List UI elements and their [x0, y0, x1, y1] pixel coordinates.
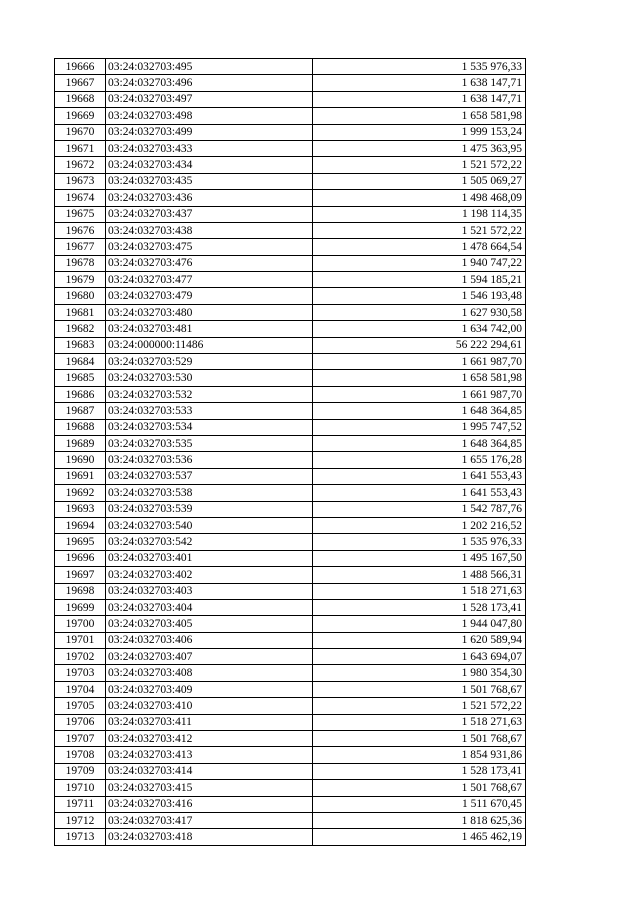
value-cell: 1 202 216,52	[313, 517, 526, 533]
cadastral-number-cell: 03:24:032703:475	[106, 239, 313, 255]
cadastral-number-cell: 03:24:032703:499	[106, 124, 313, 140]
cadastral-number-cell: 03:24:032703:435	[106, 173, 313, 189]
table-row	[55, 108, 526, 124]
row-number-cell: 19698	[55, 583, 106, 599]
table-row	[55, 534, 526, 550]
value-cell: 1 661 987,70	[313, 354, 526, 370]
row-number-cell: 19705	[55, 698, 106, 714]
cadastral-number-cell: 03:24:032703:411	[106, 714, 313, 730]
row-number-cell: 19681	[55, 304, 106, 320]
cadastral-number-cell: 03:24:032703:433	[106, 140, 313, 156]
cadastral-number-cell: 03:24:032703:402	[106, 567, 313, 583]
cadastral-value-table	[54, 58, 526, 846]
value-cell: 1 542 787,76	[313, 501, 526, 517]
table-row	[55, 222, 526, 238]
value-cell: 1 634 742,00	[313, 321, 526, 337]
value-cell: 1 995 747,52	[313, 419, 526, 435]
row-number-cell: 19710	[55, 780, 106, 796]
row-number-cell: 19686	[55, 386, 106, 402]
table-row	[55, 829, 526, 845]
cadastral-number-cell: 03:24:032703:438	[106, 222, 313, 238]
cadastral-number-cell: 03:24:032703:529	[106, 354, 313, 370]
table-row	[55, 583, 526, 599]
cadastral-number-cell: 03:24:032703:408	[106, 665, 313, 681]
row-number-cell: 19699	[55, 599, 106, 615]
value-cell: 1 940 747,22	[313, 255, 526, 271]
row-number-cell: 19702	[55, 649, 106, 665]
cadastral-number-cell: 03:24:032703:406	[106, 632, 313, 648]
value-cell: 1 854 931,86	[313, 747, 526, 763]
table-row	[55, 681, 526, 697]
value-cell: 56 222 294,61	[313, 337, 526, 353]
cadastral-number-cell: 03:24:032703:534	[106, 419, 313, 435]
value-cell: 1 638 147,71	[313, 91, 526, 107]
cadastral-number-cell: 03:24:032703:497	[106, 91, 313, 107]
table-row	[55, 337, 526, 353]
table-body	[55, 59, 526, 846]
row-number-cell: 19687	[55, 403, 106, 419]
table-row	[55, 501, 526, 517]
table-row	[55, 190, 526, 206]
row-number-cell: 19671	[55, 140, 106, 156]
cadastral-number-cell: 03:24:032703:540	[106, 517, 313, 533]
table-row	[55, 59, 526, 75]
value-cell: 1 535 976,33	[313, 534, 526, 550]
value-cell: 1 475 363,95	[313, 140, 526, 156]
row-number-cell: 19669	[55, 108, 106, 124]
cadastral-number-cell: 03:24:032703:410	[106, 698, 313, 714]
table-row	[55, 173, 526, 189]
table-row	[55, 272, 526, 288]
row-number-cell: 19700	[55, 616, 106, 632]
value-cell: 1 498 468,09	[313, 190, 526, 206]
table-row	[55, 239, 526, 255]
cadastral-number-cell: 03:24:032703:434	[106, 157, 313, 173]
row-number-cell: 19674	[55, 190, 106, 206]
cadastral-number-cell: 03:24:032703:416	[106, 796, 313, 812]
row-number-cell: 19701	[55, 632, 106, 648]
row-number-cell: 19670	[55, 124, 106, 140]
value-cell: 1 501 768,67	[313, 780, 526, 796]
value-cell: 1 511 670,45	[313, 796, 526, 812]
value-cell: 1 594 185,21	[313, 272, 526, 288]
cadastral-number-cell: 03:24:032703:480	[106, 304, 313, 320]
row-number-cell: 19708	[55, 747, 106, 763]
row-number-cell: 19707	[55, 731, 106, 747]
cadastral-number-cell: 03:24:032703:476	[106, 255, 313, 271]
table-row	[55, 435, 526, 451]
cadastral-number-cell: 03:24:032703:542	[106, 534, 313, 550]
row-number-cell: 19706	[55, 714, 106, 730]
cadastral-number-cell: 03:24:032703:413	[106, 747, 313, 763]
value-cell: 1 535 976,33	[313, 59, 526, 75]
value-cell: 1 627 930,58	[313, 304, 526, 320]
value-cell: 1 465 462,19	[313, 829, 526, 845]
value-cell: 1 661 987,70	[313, 386, 526, 402]
cadastral-number-cell: 03:24:032703:418	[106, 829, 313, 845]
cadastral-number-cell: 03:24:032703:495	[106, 59, 313, 75]
table-row	[55, 632, 526, 648]
value-cell: 1 478 664,54	[313, 239, 526, 255]
value-cell: 1 643 694,07	[313, 649, 526, 665]
cadastral-number-cell: 03:24:032703:538	[106, 485, 313, 501]
row-number-cell: 19709	[55, 763, 106, 779]
cadastral-number-cell: 03:24:032703:530	[106, 370, 313, 386]
table-row	[55, 304, 526, 320]
table-row	[55, 517, 526, 533]
cadastral-number-cell: 03:24:032703:532	[106, 386, 313, 402]
table-row	[55, 288, 526, 304]
value-cell: 1 641 553,43	[313, 468, 526, 484]
cadastral-number-cell: 03:24:032703:403	[106, 583, 313, 599]
cadastral-number-cell: 03:24:032703:477	[106, 272, 313, 288]
row-number-cell: 19673	[55, 173, 106, 189]
table-row	[55, 698, 526, 714]
value-cell: 1 528 173,41	[313, 599, 526, 615]
value-cell: 1 495 167,50	[313, 550, 526, 566]
row-number-cell: 19685	[55, 370, 106, 386]
table-row	[55, 780, 526, 796]
value-cell: 1 518 271,63	[313, 714, 526, 730]
table-row	[55, 796, 526, 812]
cadastral-number-cell: 03:24:000000:11486	[106, 337, 313, 353]
value-cell: 1 638 147,71	[313, 75, 526, 91]
value-cell: 1 999 153,24	[313, 124, 526, 140]
table-row	[55, 354, 526, 370]
row-number-cell: 19668	[55, 91, 106, 107]
table-row	[55, 386, 526, 402]
cadastral-number-cell: 03:24:032703:436	[106, 190, 313, 206]
value-cell: 1 521 572,22	[313, 157, 526, 173]
table-row	[55, 75, 526, 91]
value-cell: 1 658 581,98	[313, 108, 526, 124]
row-number-cell: 19680	[55, 288, 106, 304]
table-row	[55, 452, 526, 468]
cadastral-number-cell: 03:24:032703:409	[106, 681, 313, 697]
value-cell: 1 546 193,48	[313, 288, 526, 304]
value-cell: 1 944 047,80	[313, 616, 526, 632]
cadastral-number-cell: 03:24:032703:539	[106, 501, 313, 517]
row-number-cell: 19690	[55, 452, 106, 468]
table-row	[55, 124, 526, 140]
cadastral-number-cell: 03:24:032703:407	[106, 649, 313, 665]
row-number-cell: 19703	[55, 665, 106, 681]
row-number-cell: 19683	[55, 337, 106, 353]
table-row	[55, 763, 526, 779]
row-number-cell: 19693	[55, 501, 106, 517]
table-row	[55, 747, 526, 763]
table-row	[55, 616, 526, 632]
table-row	[55, 206, 526, 222]
cadastral-number-cell: 03:24:032703:481	[106, 321, 313, 337]
table-row	[55, 140, 526, 156]
table-row	[55, 321, 526, 337]
cadastral-number-cell: 03:24:032703:535	[106, 435, 313, 451]
value-cell: 1 521 572,22	[313, 222, 526, 238]
value-cell: 1 818 625,36	[313, 812, 526, 828]
cadastral-number-cell: 03:24:032703:437	[106, 206, 313, 222]
row-number-cell: 19691	[55, 468, 106, 484]
table-row	[55, 812, 526, 828]
value-cell: 1 505 069,27	[313, 173, 526, 189]
row-number-cell: 19679	[55, 272, 106, 288]
row-number-cell: 19711	[55, 796, 106, 812]
row-number-cell: 19704	[55, 681, 106, 697]
table-row	[55, 665, 526, 681]
table-row	[55, 599, 526, 615]
cadastral-number-cell: 03:24:032703:498	[106, 108, 313, 124]
table-row	[55, 255, 526, 271]
table-row	[55, 468, 526, 484]
row-number-cell: 19712	[55, 812, 106, 828]
row-number-cell: 19688	[55, 419, 106, 435]
value-cell: 1 648 364,85	[313, 403, 526, 419]
value-cell: 1 528 173,41	[313, 763, 526, 779]
table-row	[55, 649, 526, 665]
row-number-cell: 19694	[55, 517, 106, 533]
cadastral-number-cell: 03:24:032703:405	[106, 616, 313, 632]
row-number-cell: 19677	[55, 239, 106, 255]
cadastral-number-cell: 03:24:032703:533	[106, 403, 313, 419]
value-cell: 1 655 176,28	[313, 452, 526, 468]
row-number-cell: 19678	[55, 255, 106, 271]
row-number-cell: 19697	[55, 567, 106, 583]
value-cell: 1 198 114,35	[313, 206, 526, 222]
cadastral-number-cell: 03:24:032703:401	[106, 550, 313, 566]
table-row	[55, 370, 526, 386]
row-number-cell: 19684	[55, 354, 106, 370]
value-cell: 1 518 271,63	[313, 583, 526, 599]
row-number-cell: 19692	[55, 485, 106, 501]
value-cell: 1 980 354,30	[313, 665, 526, 681]
row-number-cell: 19666	[55, 59, 106, 75]
cadastral-number-cell: 03:24:032703:404	[106, 599, 313, 615]
table-row	[55, 485, 526, 501]
table-row	[55, 567, 526, 583]
row-number-cell: 19676	[55, 222, 106, 238]
row-number-cell: 19682	[55, 321, 106, 337]
table-row	[55, 714, 526, 730]
cadastral-number-cell: 03:24:032703:415	[106, 780, 313, 796]
table-row	[55, 91, 526, 107]
value-cell: 1 658 581,98	[313, 370, 526, 386]
table-row	[55, 419, 526, 435]
value-cell: 1 501 768,67	[313, 681, 526, 697]
cadastral-number-cell: 03:24:032703:496	[106, 75, 313, 91]
cadastral-number-cell: 03:24:032703:536	[106, 452, 313, 468]
row-number-cell: 19675	[55, 206, 106, 222]
row-number-cell: 19713	[55, 829, 106, 845]
row-number-cell: 19696	[55, 550, 106, 566]
value-cell: 1 488 566,31	[313, 567, 526, 583]
cadastral-number-cell: 03:24:032703:417	[106, 812, 313, 828]
table-row	[55, 157, 526, 173]
table-row	[55, 550, 526, 566]
value-cell: 1 620 589,94	[313, 632, 526, 648]
row-number-cell: 19672	[55, 157, 106, 173]
row-number-cell: 19695	[55, 534, 106, 550]
row-number-cell: 19667	[55, 75, 106, 91]
table-row	[55, 731, 526, 747]
value-cell: 1 641 553,43	[313, 485, 526, 501]
cadastral-number-cell: 03:24:032703:537	[106, 468, 313, 484]
value-cell: 1 501 768,67	[313, 731, 526, 747]
cadastral-number-cell: 03:24:032703:412	[106, 731, 313, 747]
value-cell: 1 648 364,85	[313, 435, 526, 451]
cadastral-number-cell: 03:24:032703:414	[106, 763, 313, 779]
cadastral-number-cell: 03:24:032703:479	[106, 288, 313, 304]
value-cell: 1 521 572,22	[313, 698, 526, 714]
row-number-cell: 19689	[55, 435, 106, 451]
table-row	[55, 403, 526, 419]
